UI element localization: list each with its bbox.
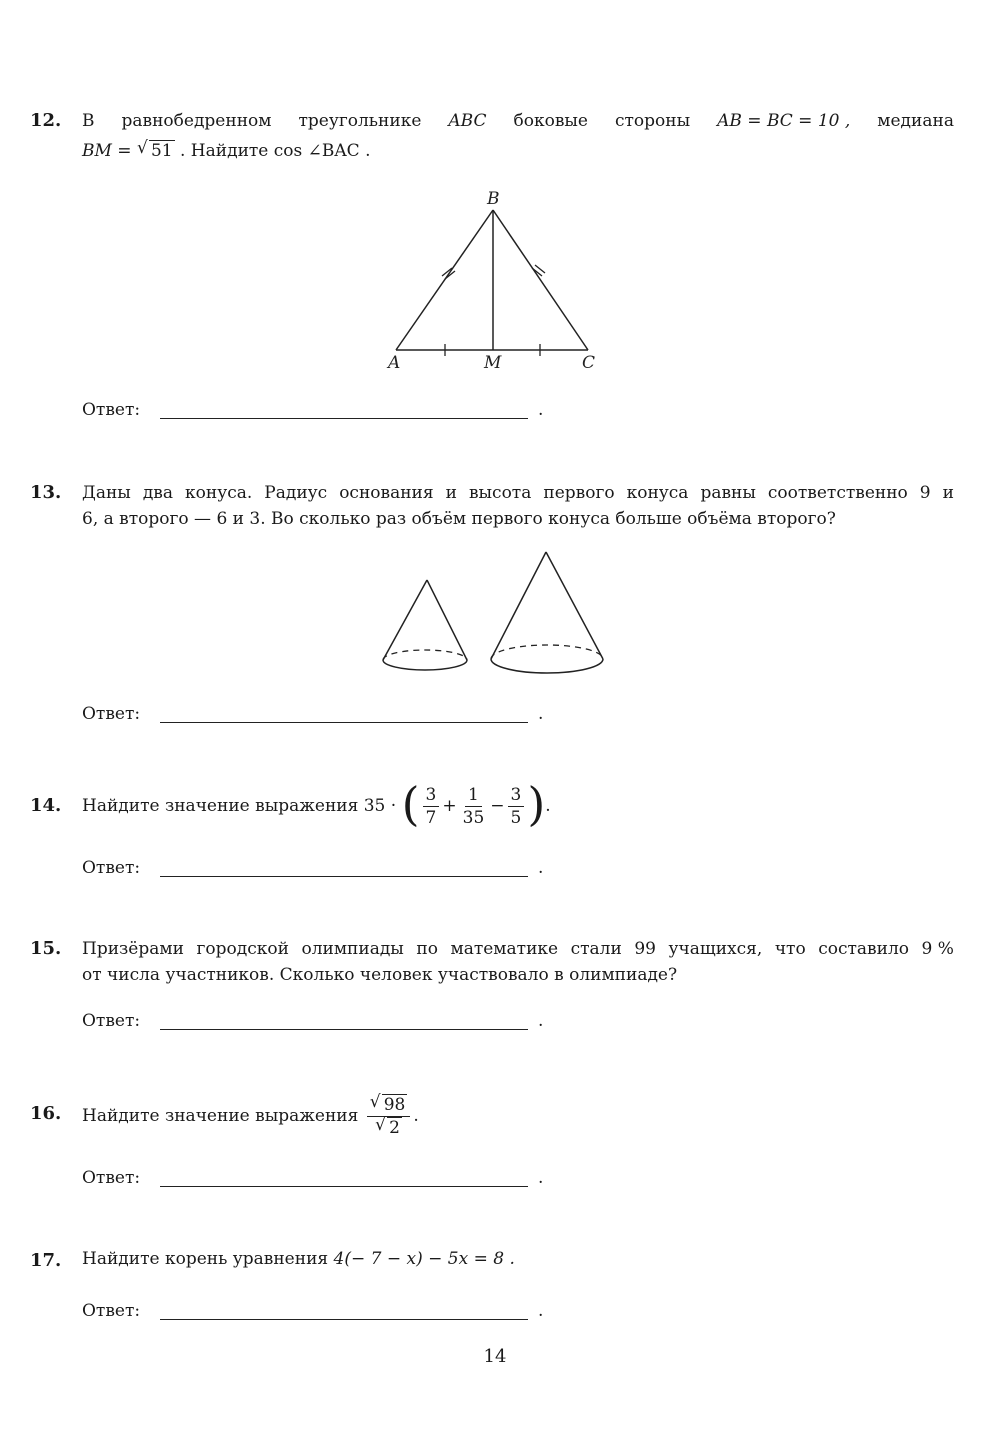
answer-field-14[interactable]: Ответ: . (82, 858, 544, 878)
triangle-figure (380, 188, 640, 378)
answer-label: Ответ: (82, 704, 141, 724)
problem-15-line-1 (82, 936, 954, 962)
coefficient: 35 · (363, 796, 397, 816)
word: Призёрами (82, 939, 184, 959)
word: математике (450, 939, 559, 959)
problem-17-line (82, 1246, 954, 1272)
answer-field-17[interactable]: Ответ: . (82, 1301, 544, 1321)
word: конуса. (185, 483, 253, 503)
word: конуса (626, 483, 689, 503)
large-cone (491, 552, 603, 673)
problem-15-line-2: от числа участников. Сколько человек участвовало в олимпиаде? (82, 965, 678, 985)
word: треугольнике (298, 111, 422, 131)
midpoint-label-m: M (484, 353, 502, 373)
word: что (774, 939, 806, 959)
word: составило (818, 939, 909, 959)
word: 9 (919, 483, 931, 503)
sqrt-2: √ 2 (375, 1115, 400, 1138)
problem-text: Найдите корень уравнения (82, 1249, 329, 1269)
word: равны (700, 483, 756, 503)
vertex-label-b: B (487, 189, 500, 209)
word: и (445, 483, 457, 503)
word: Радиус (264, 483, 328, 503)
answer-field-12[interactable]: Ответ: . (82, 400, 544, 420)
problem-14-line: Найдите значение выражения 35 · ( $\frac{3}{7}$ + $\frac{1}{35}$ − $\frac{3}{5}$ ). (82, 776, 551, 831)
word: медиана (877, 111, 954, 131)
word: два (142, 483, 174, 503)
equation: 4(− 7 − x) − 5x = 8 . (333, 1249, 515, 1269)
vertex-label-a: A (388, 353, 401, 373)
problem-number: 13. (30, 482, 62, 503)
problem-number: 17. (30, 1250, 62, 1271)
problem-number: 15. (30, 938, 62, 959)
answer-line[interactable] (160, 418, 528, 419)
fraction-3-5: $\frac{3}{5}$ (508, 784, 525, 829)
triangle-name: ABC (448, 111, 487, 131)
word: 99 (634, 939, 656, 959)
fraction-3-7: $\frac{3}{7}$ (423, 784, 440, 829)
answer-label: Ответ: (82, 1168, 141, 1188)
question-text: . Найдите cos ∠BAC . (174, 141, 371, 161)
cones-figure (378, 548, 618, 688)
answer-label: Ответ: (82, 400, 141, 420)
word: высота (468, 483, 532, 503)
word: по (416, 939, 438, 959)
word: 9 % (921, 939, 954, 959)
word: равнобедренном (121, 111, 272, 131)
problem-text: Найдите значение выражения (82, 1106, 359, 1126)
problem-13-line-2: 6, а второго — 6 и 3. Во сколько раз объём первого конуса больше объёма второго? (82, 509, 836, 529)
word: соответственно (767, 483, 908, 503)
word: олимпиады (301, 939, 404, 959)
word: и (942, 483, 954, 503)
answer-label: Ответ: (82, 1301, 141, 1321)
answer-line[interactable] (160, 722, 528, 723)
fraction-sqrt98-sqrt2 (367, 1094, 411, 1139)
problem-number: 12. (30, 110, 62, 131)
answer-line[interactable] (160, 1319, 528, 1320)
answer-field-15[interactable]: Ответ: . (82, 1011, 544, 1031)
word: учащихся, (668, 939, 763, 959)
word: стороны (614, 111, 691, 131)
answer-label: Ответ: (82, 1011, 141, 1031)
word: В (82, 111, 95, 131)
small-cone (383, 580, 467, 670)
word: стали (570, 939, 622, 959)
problem-number: 14. (30, 795, 62, 816)
sides-equation: AB = BC = 10 , (717, 111, 851, 131)
fraction-1-35: $\frac{1}{35}$ (462, 785, 485, 828)
answer-line[interactable] (160, 1186, 528, 1187)
answer-line[interactable] (160, 1029, 528, 1030)
problem-16-line: Найдите значение выражения √ 98 √ 2 . (82, 1092, 419, 1138)
problem-12-line-1 (82, 108, 954, 134)
word: Даны (82, 483, 131, 503)
problem-number: 16. (30, 1103, 62, 1124)
vertex-label-c: C (582, 353, 596, 373)
answer-line[interactable] (160, 876, 528, 877)
word: городской (196, 939, 289, 959)
sqrt-51: √ 51 (136, 138, 173, 161)
word: первого (543, 483, 615, 503)
answer-field-16[interactable]: Ответ: . (82, 1168, 544, 1188)
problem-text: Найдите значение выражения (82, 796, 359, 816)
page-number: 14 (483, 1346, 507, 1367)
median-label: BM = (82, 141, 137, 161)
answer-label: Ответ: (82, 858, 141, 878)
sqrt-98: √ 98 (369, 1092, 406, 1115)
answer-field-13[interactable]: Ответ: . (82, 704, 544, 724)
word: основания (339, 483, 434, 503)
word: боковые (513, 111, 588, 131)
problem-12-line-2 (82, 138, 954, 164)
problem-13-line-1 (82, 480, 954, 506)
